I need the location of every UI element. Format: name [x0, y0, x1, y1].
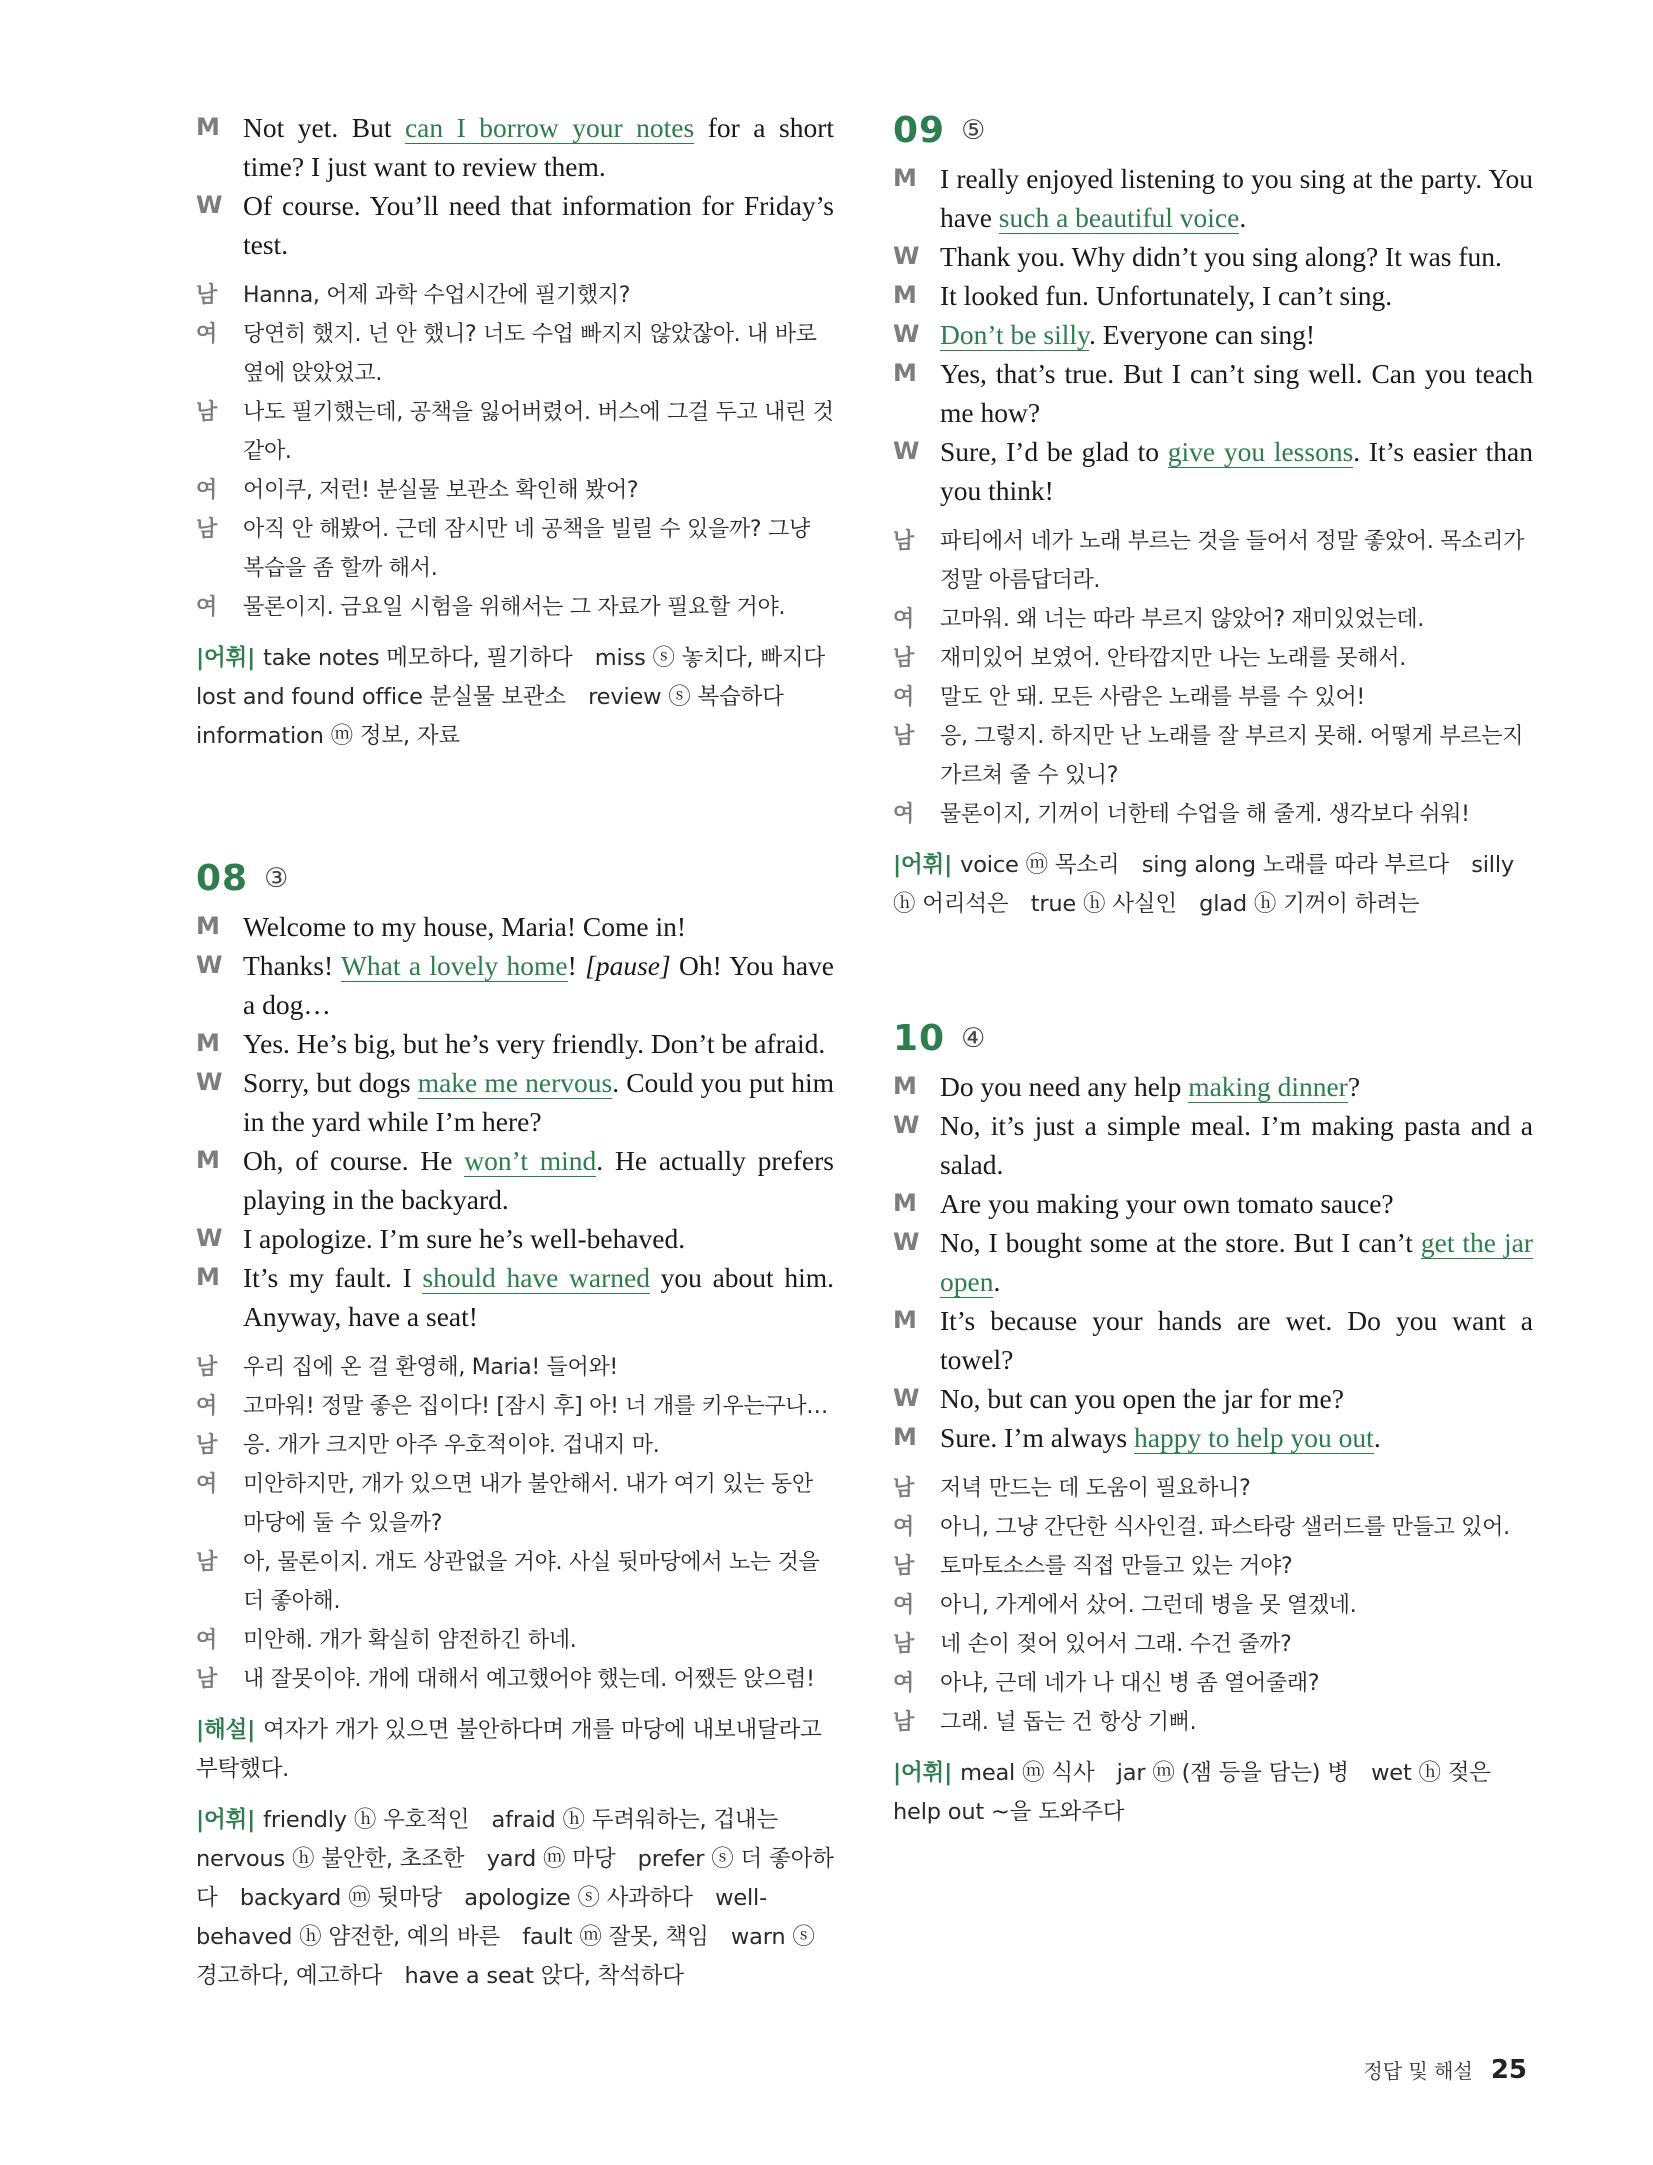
left-column: [196, 108, 848, 1996]
translation-text: 물론이지. 금요일 시험을 위해서는 그 자료가 필요할 거야.: [243, 595, 786, 620]
translation-line: [893, 1664, 1533, 1703]
translation-line: [196, 1348, 834, 1387]
text-segment: Thanks!: [243, 950, 341, 981]
translation-line: [893, 1586, 1533, 1625]
dialogue-text: [243, 1141, 834, 1219]
speaker-label: W: [196, 191, 223, 219]
speaker-label: M: [196, 113, 220, 141]
speaker-label: 남: [196, 283, 218, 308]
text-segment: for a short time? I just want to review them.: [243, 112, 834, 182]
dialogue-line: [196, 1141, 834, 1219]
key-expression: such a beautiful voice: [998, 202, 1240, 233]
translation-line: [196, 1465, 834, 1543]
translation-text: 아, 물론이지. 개도 상관없을 거야. 사실 뒷마당에서 노는 것을 더 좋아해.: [243, 1550, 820, 1614]
speaker-label: W: [196, 1224, 223, 1252]
dialogue-line: [893, 1418, 1533, 1457]
english-dialogue: [196, 907, 834, 1336]
speaker-label: 남: [196, 1433, 218, 1458]
answer-marker: ③: [264, 863, 289, 894]
speaker-label: M: [196, 1146, 220, 1174]
speaker-label: 여: [893, 1671, 915, 1696]
section-header: [893, 110, 1533, 151]
speaker-label: 여: [893, 607, 915, 632]
speaker-label: M: [196, 1029, 220, 1057]
speaker-label: W: [893, 437, 920, 465]
translation-line: [893, 1625, 1533, 1664]
translation-line: [893, 522, 1533, 600]
text-segment: .: [1239, 202, 1247, 233]
translation-line: [893, 600, 1533, 639]
text-segment: Yes, that’s true. But I can’t sing well. Can you teach me how?: [940, 358, 1533, 428]
translation-line: [893, 1469, 1533, 1508]
text-segment: . Everyone can sing!: [1088, 319, 1315, 350]
text-segment: .: [1373, 1422, 1381, 1453]
translation-line: [196, 1660, 834, 1699]
footer-label: 정답 및 해설: [1363, 2059, 1473, 2083]
text-segment: I really enjoyed listening to you sing at the party. You have: [940, 163, 1533, 233]
translation-text: 아직 안 해봤어. 근데 잠시만 네 공책을 빌릴 수 있을까? 그냥 복습을 좀 할까 해서.: [243, 517, 810, 581]
translation-line: [196, 1426, 834, 1465]
text-segment: . He actually prefers playing in the backyard.: [243, 1145, 834, 1215]
speaker-label: 남: [196, 1667, 218, 1692]
korean-translation: [196, 1348, 834, 1699]
vocabulary-tag: |어휘|: [196, 645, 256, 671]
vocabulary-text: friendly ⓗ 우호적인 afraid ⓗ 두려워하는, 겁내는 nervous ⓗ 불안한, 초조한 yard ⓜ 마당 prefer ⓢ 더 좋아하다 backyard ⓜ 뒷마당 apologize ⓢ 사과하다 well-behaved ⓗ 얌전한, 예의 바른 fault ⓜ 잘못, 책임 warn ⓢ 경고하다, 예고하다 have a seat 앉다, 착석하다: [196, 1807, 834, 1989]
text-segment: .: [993, 1266, 1001, 1297]
speaker-label: M: [196, 1263, 220, 1291]
speaker-label: M: [893, 164, 917, 192]
dialogue-line: [893, 1106, 1533, 1184]
translation-text: Hanna, 어제 과학 수업시간에 필기했지?: [243, 283, 631, 308]
translation-line: [196, 588, 834, 627]
speaker-label: 여: [196, 322, 218, 347]
dialogue-text: [940, 159, 1533, 237]
speaker-label: 남: [893, 1632, 915, 1657]
text-segment: I apologize. I’m sure he’s well-behaved.: [243, 1223, 686, 1254]
speaker-label: W: [893, 1228, 920, 1256]
translation-text: 어이쿠, 저런! 분실물 보관소 확인해 봤어?: [243, 478, 639, 503]
translation-line: [196, 276, 834, 315]
text-segment: Sure. I’m always: [940, 1422, 1134, 1453]
dialogue-line: [893, 237, 1533, 276]
vocabulary-note: [196, 639, 848, 756]
speaker-label: 여: [196, 1628, 218, 1653]
dialogue-text: [243, 1024, 834, 1063]
english-dialogue: [893, 159, 1533, 510]
answer-marker: ⑤: [961, 115, 986, 146]
section-header: [893, 1018, 1533, 1059]
dialogue-text: [940, 237, 1533, 276]
speaker-label: M: [196, 912, 220, 940]
translation-text: 물론이지, 기꺼이 너한테 수업을 해 줄게. 생각보다 쉬워!: [940, 802, 1470, 827]
dialogue-line: [893, 159, 1533, 237]
key-expression: Don’t be silly: [940, 319, 1089, 350]
dialogue-line: [893, 432, 1533, 510]
speaker-label: 여: [196, 1394, 218, 1419]
dialogue-line: [196, 946, 834, 1024]
text-segment: !: [567, 950, 586, 981]
speaker-label: W: [893, 1111, 920, 1139]
vocabulary-tag: |어휘|: [893, 852, 953, 878]
korean-translation: [196, 276, 834, 627]
dialogue-line: [893, 1379, 1533, 1418]
speaker-label: 남: [196, 517, 218, 542]
translation-line: [893, 1547, 1533, 1586]
answer-marker: ④: [961, 1023, 986, 1054]
text-segment: It looked fun. Unfortunately, I can’t sing.: [940, 280, 1393, 311]
dialogue-text: [940, 354, 1533, 432]
key-expression: won’t mind: [464, 1145, 597, 1176]
translation-line: [893, 795, 1533, 834]
dialogue-text: [940, 1418, 1533, 1457]
translation-text: 파티에서 네가 노래 부르는 것을 들어서 정말 좋았어. 목소리가 정말 아름답더라.: [940, 529, 1525, 593]
speaker-label: 남: [196, 1550, 218, 1575]
dialogue-text: [940, 1067, 1533, 1106]
section-number: 08: [196, 858, 249, 899]
text-segment: . Could you put him in the yard while I’m here?: [243, 1067, 835, 1137]
dialogue-text: [940, 1223, 1533, 1301]
speaker-label: M: [893, 1423, 917, 1451]
dialogue-line: [893, 1067, 1533, 1106]
speaker-label: W: [196, 1068, 223, 1096]
speaker-label: W: [893, 242, 920, 270]
translation-text: 미안하지만, 개가 있으면 내가 불안해서. 내가 여기 있는 동안 마당에 둘 수 있을까?: [243, 1472, 813, 1536]
translation-line: [893, 678, 1533, 717]
dialogue-line: [893, 1223, 1533, 1301]
translation-text: 나도 필기했는데, 공책을 잃어버렸어. 버스에 그걸 두고 내린 것 같아.: [243, 400, 834, 464]
text-segment: ?: [1347, 1071, 1361, 1102]
dialogue-text: [940, 315, 1533, 354]
translation-line: [893, 1508, 1533, 1547]
translation-line: [196, 393, 834, 471]
translation-line: [196, 510, 834, 588]
translation-line: [196, 315, 834, 393]
text-segment: . It’s easier than you think!: [940, 436, 1533, 506]
dialogue-line: [893, 1184, 1533, 1223]
key-expression: get the jar open: [940, 1227, 1533, 1297]
speaker-label: 여: [196, 1472, 218, 1497]
explanation-tag: |해설|: [196, 1717, 256, 1743]
right-column: [893, 110, 1533, 1832]
dialogue-text: [940, 1184, 1533, 1223]
section-number: 09: [893, 110, 946, 151]
vocabulary-text: take notes 메모하다, 필기하다 miss ⓢ 놓치다, 빠지다 lost and found office 분실물 보관소 review ⓢ 복습하다 information ⓜ 정보, 자료: [196, 645, 848, 749]
translation-line: [196, 1621, 834, 1660]
text-segment: Do you need any help: [940, 1071, 1189, 1102]
text-segment: It’s my fault. I: [243, 1262, 423, 1293]
speaker-label: W: [893, 320, 920, 348]
key-expression: give you lessons: [1167, 436, 1354, 467]
dialogue-text: [243, 946, 834, 1024]
translation-text: 말도 안 돼. 모든 사람은 노래를 부를 수 있어!: [940, 685, 1365, 710]
translation-line: [196, 1387, 834, 1426]
text-segment: Yes. He’s big, but he’s very friendly. Don’t be afraid.: [243, 1028, 826, 1059]
speaker-label: 여: [893, 1515, 915, 1540]
translation-text: 아냐, 근데 네가 나 대신 병 좀 열어줄래?: [940, 1671, 1320, 1696]
speaker-label: 여: [196, 595, 218, 620]
dialogue-line: [196, 907, 834, 946]
dialogue-line: [196, 108, 834, 186]
text-segment: Are you making your own tomato sauce?: [940, 1188, 1394, 1219]
text-segment: No, I bought some at the store. But I can’t: [940, 1227, 1421, 1258]
translation-text: 미안해. 개가 확실히 얌전하긴 하네.: [243, 1628, 577, 1653]
dialogue-line: [893, 354, 1533, 432]
dialogue-line: [893, 315, 1533, 354]
speaker-label: M: [893, 1072, 917, 1100]
section-number: 10: [893, 1018, 946, 1059]
speaker-label: 남: [196, 400, 218, 425]
translation-line: [196, 1543, 834, 1621]
page-number: 25: [1490, 2055, 1527, 2085]
korean-translation: [893, 522, 1533, 834]
section-07-continued: [196, 108, 848, 756]
key-expression: can I borrow your notes: [404, 112, 695, 143]
translation-line: [893, 639, 1533, 678]
english-dialogue: [196, 108, 834, 264]
dialogue-text: [940, 276, 1533, 315]
speaker-label: 남: [893, 529, 915, 554]
explanation-text: 여자가 개가 있으면 불안하다며 개를 마당에 내보내달라고 부탁했다.: [196, 1717, 822, 1782]
speaker-label: 남: [893, 1554, 915, 1579]
speaker-label: 여: [893, 1593, 915, 1618]
speaker-label: M: [893, 1306, 917, 1334]
dialogue-text: [243, 1258, 834, 1336]
speaker-label: M: [893, 281, 917, 309]
speaker-label: 여: [893, 802, 915, 827]
translation-line: [893, 717, 1533, 795]
text-segment: It’s because your hands are wet. Do you want a towel?: [940, 1305, 1533, 1375]
translation-text: 아니, 가게에서 샀어. 그런데 병을 못 열겠네.: [940, 1593, 1357, 1618]
vocabulary-note: [196, 1801, 834, 1996]
text-segment: Welcome to my house, Maria! Come in!: [243, 911, 687, 942]
dialogue-text: [940, 1106, 1533, 1184]
key-expression: happy to help you out: [1133, 1422, 1374, 1453]
speaker-label: W: [893, 1384, 920, 1412]
text-segment: Sure, I’d be glad to: [940, 436, 1168, 467]
dialogue-text: [243, 907, 834, 946]
section-10: [893, 1018, 1533, 1832]
translation-text: 네 손이 젖어 있어서 그래. 수건 줄까?: [940, 1632, 1292, 1657]
vocabulary-note: [893, 846, 1533, 924]
key-expression: make me nervous: [417, 1067, 613, 1098]
speaker-label: 남: [893, 1710, 915, 1735]
translation-text: 고마워! 정말 좋은 집이다! [잠시 후] 아! 너 개를 키우는구나…: [243, 1394, 829, 1419]
dialogue-text: [243, 1063, 834, 1141]
dialogue-text: [940, 1301, 1533, 1379]
speaker-label: 여: [196, 478, 218, 503]
vocabulary-tag: |어휘|: [893, 1760, 953, 1786]
key-expression: should have warned: [422, 1262, 650, 1293]
text-segment: you about him. Anyway, have a seat!: [243, 1262, 834, 1332]
key-expression: What a lovely home: [340, 950, 568, 981]
speaker-label: 남: [893, 724, 915, 749]
speaker-label: W: [196, 951, 223, 979]
text-segment: Sorry, but dogs: [243, 1067, 418, 1098]
section-09: [893, 110, 1533, 924]
text-segment: Oh! You have a dog…: [243, 950, 834, 1020]
dialogue-text: [940, 432, 1533, 510]
text-segment: Not yet. But: [243, 112, 405, 143]
translation-text: 내 잘못이야. 개에 대해서 예고했어야 했는데. 어쨌든 앉으렴!: [243, 1667, 815, 1692]
translation-text: 토마토소스를 직접 만들고 있는 거야?: [940, 1554, 1293, 1579]
speaker-label: 여: [893, 685, 915, 710]
translation-text: 그래. 널 돕는 건 항상 기뻐.: [940, 1710, 1197, 1735]
dialogue-line: [196, 1219, 834, 1258]
translation-text: 재미있어 보였어. 안타깝지만 나는 노래를 못해서.: [940, 646, 1406, 671]
dialogue-text: [940, 1379, 1533, 1418]
translation-line: [893, 1703, 1533, 1742]
text-segment: Of course. You’ll need that information for Friday’s test.: [243, 190, 834, 260]
stage-direction: [pause]: [585, 950, 671, 981]
speaker-label: M: [893, 1189, 917, 1217]
dialogue-line: [196, 1258, 834, 1336]
text-segment: No, but can you open the jar for me?: [940, 1383, 1344, 1414]
speaker-label: 남: [893, 1476, 915, 1501]
dialogue-line: [893, 276, 1533, 315]
dialogue-text: [243, 1219, 834, 1258]
vocabulary-text: meal ⓜ 식사 jar ⓜ (잼 등을 담는) 병 wet ⓗ 젖은 help out ~을 도와주다: [893, 1760, 1514, 1825]
translation-text: 당연히 했지. 넌 안 했니? 너도 수업 빠지지 않았잖아. 내 바로 옆에 앉았었고.: [243, 322, 817, 386]
text-segment: Oh, of course. He: [243, 1145, 465, 1176]
english-dialogue: [893, 1067, 1533, 1457]
translation-text: 응. 개가 크지만 아주 우호적이야. 겁내지 마.: [243, 1433, 660, 1458]
section-header: [196, 858, 834, 899]
translation-text: 고마워. 왜 너는 따라 부르지 않았어? 재미있었는데.: [940, 607, 1424, 632]
text-segment: Thank you. Why didn’t you sing along? It was fun.: [940, 241, 1502, 272]
dialogue-line: [893, 1301, 1533, 1379]
page-footer: [1363, 2055, 1527, 2085]
key-expression: making dinner: [1188, 1071, 1348, 1102]
dialogue-text: [243, 108, 834, 186]
dialogue-line: [196, 1063, 834, 1141]
translation-text: 저녁 만드는 데 도움이 필요하니?: [940, 1476, 1251, 1501]
speaker-label: M: [893, 359, 917, 387]
speaker-label: 남: [893, 646, 915, 671]
dialogue-text: [243, 186, 834, 264]
explanation-note: [196, 1711, 834, 1789]
vocabulary-note: [893, 1754, 1533, 1832]
translation-text: 응, 그렇지. 하지만 난 노래를 잘 부르지 못해. 어떻게 부르는지 가르쳐 줄 수 있니?: [940, 724, 1524, 788]
section-08: [196, 858, 834, 1996]
korean-translation: [893, 1469, 1533, 1742]
translation-text: 우리 집에 온 걸 환영해, Maria! 들어와!: [243, 1355, 618, 1380]
vocabulary-text: voice ⓜ 목소리 sing along 노래를 따라 부르다 silly ⓗ 어리석은 true ⓗ 사실인 glad ⓗ 기꺼이 하려는: [893, 852, 1515, 917]
text-segment: No, it’s just a simple meal. I’m making pasta and a salad.: [940, 1110, 1533, 1180]
vocabulary-tag: |어휘|: [196, 1807, 256, 1833]
dialogue-line: [196, 1024, 834, 1063]
speaker-label: 남: [196, 1355, 218, 1380]
translation-line: [196, 471, 834, 510]
dialogue-line: [196, 186, 834, 264]
translation-text: 아니, 그냥 간단한 식사인걸. 파스타랑 샐러드를 만들고 있어.: [940, 1515, 1510, 1540]
